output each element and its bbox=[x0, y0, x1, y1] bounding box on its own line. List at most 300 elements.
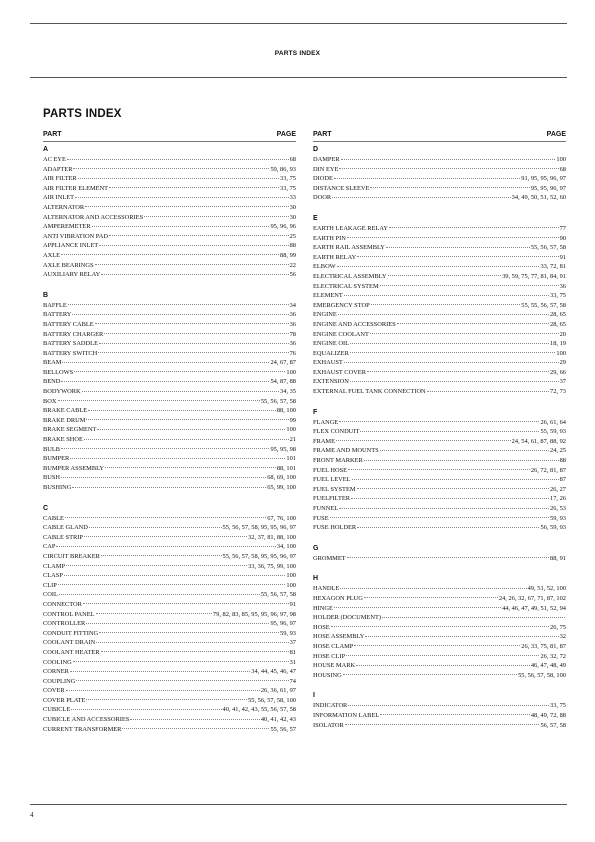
part-name: ALTERNATOR AND ACCESSORIES bbox=[43, 213, 144, 221]
dot-leader bbox=[70, 458, 285, 459]
dot-leader bbox=[82, 391, 279, 392]
index-entry bbox=[43, 387, 296, 397]
dot-leader bbox=[364, 597, 498, 598]
page-references: 55, 55, 56, 57, 58 bbox=[521, 301, 566, 309]
index-entry bbox=[43, 213, 296, 223]
dot-leader bbox=[98, 352, 288, 353]
page-references: 24, 54, 61, 87, 88, 92 bbox=[511, 437, 566, 445]
part-name: BATTERY SWITCH bbox=[43, 349, 98, 357]
index-entry bbox=[43, 629, 296, 639]
dot-leader bbox=[357, 527, 539, 528]
page-references: 55, 56, 57, 58, 95, 95, 96, 97 bbox=[222, 524, 296, 532]
page-references: 56 bbox=[289, 271, 296, 279]
part-name: COVER PLATE bbox=[43, 696, 86, 704]
part-name: CUBICLE bbox=[43, 706, 71, 714]
part-name: AXLE bbox=[43, 251, 61, 259]
part-name: CIRCUIT BREAKER bbox=[43, 552, 100, 560]
dot-leader bbox=[71, 709, 221, 710]
part-name: GROMMET bbox=[313, 554, 346, 562]
index-entry bbox=[313, 427, 566, 437]
page-references: 95, 96, 96 bbox=[270, 223, 296, 231]
part-name: BATTERY CHARGER bbox=[43, 330, 104, 338]
index-entry bbox=[43, 301, 296, 311]
dot-leader bbox=[397, 323, 549, 324]
index-entry bbox=[313, 437, 566, 447]
dot-leader bbox=[73, 168, 269, 169]
top-rule bbox=[30, 23, 567, 24]
page-references: 26, 75 bbox=[550, 623, 566, 631]
index-entry bbox=[43, 251, 296, 261]
part-name: BEND bbox=[43, 378, 61, 386]
part-name: INFORMATION LABEL bbox=[313, 711, 380, 719]
index-entry bbox=[313, 554, 566, 564]
dot-leader bbox=[99, 245, 288, 246]
part-name: COOLANT HEATER bbox=[43, 648, 100, 656]
part-name: BUMPER ASSEMBLY bbox=[43, 464, 104, 472]
part-name: CONTROLLER bbox=[43, 620, 86, 628]
part-name: CABLE GLAND bbox=[43, 524, 88, 532]
page-references: 28, 65 bbox=[550, 311, 566, 319]
dot-leader bbox=[340, 588, 526, 589]
part-name: CONTROL PANEL bbox=[43, 610, 95, 618]
page-references: 21 bbox=[289, 436, 296, 444]
dot-leader bbox=[386, 247, 530, 248]
index-entry bbox=[313, 584, 566, 594]
dot-leader bbox=[354, 645, 520, 646]
page-references: 81 bbox=[289, 648, 296, 656]
page-references: 100 bbox=[556, 156, 566, 163]
dot-leader bbox=[345, 724, 540, 725]
page-references: 59, 93 bbox=[280, 629, 296, 637]
page-references: 59, 86, 93 bbox=[270, 165, 296, 173]
part-name: BUSHING bbox=[43, 484, 72, 491]
part-name: BATTERY bbox=[43, 311, 72, 319]
index-group-i bbox=[313, 691, 566, 730]
dot-leader bbox=[341, 159, 556, 160]
part-name: FUEL LEVEL bbox=[313, 476, 351, 484]
index-entry bbox=[43, 165, 296, 175]
part-name: BRAKE SEGMENT bbox=[43, 426, 97, 434]
page-references: 68 bbox=[559, 165, 566, 173]
page-references: 67, 76, 100 bbox=[267, 514, 296, 522]
page-references: 33, 72, 81 bbox=[540, 263, 566, 271]
index-entry bbox=[313, 301, 566, 311]
page-references: 88 bbox=[559, 457, 566, 465]
dot-leader bbox=[350, 381, 559, 382]
part-name: EMERGENCY STOP bbox=[313, 301, 370, 309]
index-entry bbox=[43, 590, 296, 600]
dot-leader bbox=[99, 632, 279, 633]
part-name: ELBOW bbox=[313, 263, 336, 271]
part-name: HEXAGON PLUG bbox=[313, 594, 363, 602]
dot-leader bbox=[61, 477, 266, 478]
part-name: CORNER bbox=[43, 668, 69, 676]
page-references: 46, 47, 48, 49 bbox=[530, 662, 566, 670]
page-references: 18, 19 bbox=[550, 340, 566, 348]
dot-leader bbox=[352, 479, 559, 480]
page-number: 4 bbox=[30, 811, 34, 819]
page-references: 24, 25 bbox=[550, 447, 566, 455]
page-references: 26, 33, 75, 81, 87 bbox=[521, 642, 566, 650]
index-entry bbox=[43, 203, 296, 213]
dot-leader bbox=[99, 343, 289, 344]
page-references: 36 bbox=[559, 282, 566, 290]
part-name: AIR FILTER ELEMENT bbox=[43, 184, 109, 192]
dot-leader bbox=[389, 227, 559, 228]
column-header bbox=[43, 130, 296, 142]
index-entry bbox=[43, 696, 296, 706]
part-column-label: PART bbox=[313, 131, 332, 138]
index-entry bbox=[43, 658, 296, 668]
index-entry bbox=[43, 406, 296, 416]
page-references: 99 bbox=[289, 416, 296, 424]
part-name: BODYWORK bbox=[43, 388, 81, 396]
section-letter: A bbox=[43, 146, 49, 153]
dot-leader bbox=[357, 488, 549, 489]
part-name: BUSH bbox=[43, 474, 61, 482]
part-name: ENGINE COOLANT bbox=[313, 330, 369, 338]
part-name: BRAKE SHOE bbox=[43, 436, 83, 444]
dot-leader bbox=[339, 421, 539, 422]
part-name: ELEMENT bbox=[313, 292, 343, 300]
index-entry bbox=[43, 562, 296, 572]
part-name: AXLE BEARINGS bbox=[43, 261, 94, 269]
index-entry bbox=[43, 619, 296, 629]
index-entry bbox=[313, 494, 566, 504]
page-references: 34, 44, 45, 46, 47 bbox=[251, 668, 296, 676]
page-references: 22 bbox=[289, 261, 296, 269]
dot-leader bbox=[84, 536, 247, 537]
index-group-g bbox=[313, 544, 566, 564]
index-entry bbox=[43, 174, 296, 184]
dot-leader bbox=[58, 584, 286, 585]
part-name: AMPEREMETER bbox=[43, 223, 91, 231]
part-name: AIR FILTER bbox=[43, 175, 77, 183]
part-name: ENGINE bbox=[313, 311, 337, 319]
page-references: 76 bbox=[289, 349, 296, 357]
part-name: BEAM bbox=[43, 359, 62, 367]
page-references: 26, 36, 61, 97 bbox=[260, 687, 296, 695]
page-references: 87 bbox=[559, 476, 566, 484]
page-references: 34, 100 bbox=[276, 543, 296, 551]
page-references: 34, 49, 50, 51, 52, 60 bbox=[511, 194, 566, 202]
page-references: 55, 56, 57, 58, 95, 95, 96, 97 bbox=[222, 552, 296, 560]
dot-leader bbox=[72, 314, 288, 315]
index-entry bbox=[43, 397, 296, 407]
part-name: EARTH RAIL ASSEMBLY bbox=[313, 244, 385, 252]
dot-leader bbox=[337, 266, 540, 267]
page-references: 65, 99, 100 bbox=[267, 484, 296, 491]
page-references: 95, 95, 98 bbox=[270, 445, 296, 453]
index-entry bbox=[313, 165, 566, 175]
page-references: 55, 59, 93 bbox=[540, 428, 566, 436]
part-name: EXTENSION bbox=[313, 378, 349, 386]
part-name: BAFFLE bbox=[43, 301, 67, 309]
part-name: HANDLE bbox=[313, 585, 340, 593]
dot-leader bbox=[70, 671, 250, 672]
page-references: 20 bbox=[559, 330, 566, 338]
dot-leader bbox=[364, 460, 559, 461]
part-name: FRAME AND MOUNTS bbox=[313, 447, 379, 455]
dot-leader bbox=[350, 343, 549, 344]
section-letter: C bbox=[43, 504, 49, 512]
dot-leader bbox=[78, 178, 279, 179]
part-name: ENGINE AND ACCESSORIES bbox=[313, 320, 396, 328]
page-references: 33, 75 bbox=[280, 175, 296, 183]
page-references: 26, 53 bbox=[550, 505, 566, 512]
dot-leader bbox=[427, 391, 549, 392]
dot-leader bbox=[59, 594, 260, 595]
page-references: 91 bbox=[559, 253, 566, 261]
dot-leader bbox=[104, 333, 288, 334]
part-name: EXTERNAL FUEL TANK CONNECTION bbox=[313, 388, 426, 396]
index-entry bbox=[313, 721, 566, 731]
index-entry bbox=[313, 234, 566, 244]
dot-leader bbox=[84, 439, 289, 440]
section-letter: H bbox=[313, 575, 319, 583]
index-entry bbox=[43, 184, 296, 194]
dot-leader bbox=[338, 314, 549, 315]
index-entry bbox=[43, 377, 296, 387]
page-references: 30 bbox=[289, 203, 296, 211]
dot-leader bbox=[356, 665, 530, 666]
part-name: CUBICLE AND ACCESSORIES bbox=[43, 716, 130, 724]
page-references: 26, 72, 81, 87 bbox=[530, 466, 566, 474]
part-name: CABLE bbox=[43, 514, 64, 522]
dot-leader bbox=[347, 557, 549, 558]
dot-leader bbox=[347, 237, 559, 238]
index-entry bbox=[313, 368, 566, 378]
index-entry bbox=[43, 667, 296, 677]
dot-leader bbox=[85, 206, 288, 207]
part-name: FLANGE bbox=[313, 418, 339, 426]
part-name: EARTH PIN bbox=[313, 234, 346, 242]
index-entry bbox=[313, 358, 566, 368]
dot-leader bbox=[351, 498, 549, 499]
page-references: 48, 49, 72, 88 bbox=[530, 711, 566, 719]
dot-leader bbox=[334, 607, 501, 608]
page-references: 55, 56, 57, 58 bbox=[260, 591, 296, 599]
part-name: EARTH RELAY bbox=[313, 253, 357, 261]
part-name: FUNNEL bbox=[313, 505, 339, 512]
index-entry bbox=[313, 623, 566, 633]
part-name: CLIP bbox=[43, 581, 57, 589]
index-entry bbox=[313, 466, 566, 476]
section-letter: B bbox=[43, 291, 49, 299]
index-entry bbox=[313, 456, 566, 466]
page-references: 55, 56, 57, 58 bbox=[260, 397, 296, 405]
dot-leader bbox=[76, 680, 288, 681]
dot-leader bbox=[72, 487, 266, 488]
index-entry bbox=[313, 661, 566, 671]
index-group-c bbox=[43, 504, 296, 735]
part-name: ISOLATOR bbox=[313, 721, 344, 729]
page-references: 79, 82, 83, 85, 95, 95, 96, 97, 98 bbox=[212, 610, 296, 618]
dot-leader bbox=[67, 159, 289, 160]
dot-leader bbox=[92, 226, 270, 227]
page-references: 32, 37, 81, 88, 100 bbox=[248, 533, 296, 541]
part-name: EXHAUST COVER bbox=[313, 368, 366, 376]
index-entry bbox=[43, 349, 296, 359]
dot-leader bbox=[332, 197, 511, 198]
part-name: INDICATOR bbox=[313, 702, 348, 710]
index-entry bbox=[43, 155, 296, 165]
index-group-b bbox=[43, 291, 296, 493]
dot-leader bbox=[370, 333, 559, 334]
part-name: FUELFILTER bbox=[313, 495, 351, 503]
dot-leader bbox=[65, 517, 266, 518]
part-name: BOX bbox=[43, 397, 57, 405]
dot-leader bbox=[346, 655, 539, 656]
dot-leader bbox=[95, 264, 289, 265]
part-name: HOUSING bbox=[313, 671, 342, 679]
dot-leader bbox=[68, 304, 289, 305]
part-name: CLAMP bbox=[43, 562, 66, 570]
page-references: 95, 96, 97 bbox=[270, 620, 296, 628]
dot-leader bbox=[97, 429, 285, 430]
page-references: 34, 35 bbox=[280, 388, 296, 396]
part-name: DISTANCE SLEEVE bbox=[313, 184, 370, 192]
page-references: 30 bbox=[289, 213, 296, 221]
page-references: 32 bbox=[559, 633, 566, 641]
part-name: FUEL SYSTEM bbox=[313, 485, 356, 493]
index-entry bbox=[43, 445, 296, 455]
page-references: 54, 87, 88 bbox=[270, 378, 296, 386]
part-name: ELECTRICAL ASSEMBLY bbox=[313, 272, 387, 280]
index-entry bbox=[43, 523, 296, 533]
page-references: 55, 56, 57 bbox=[270, 725, 296, 733]
dot-leader bbox=[330, 517, 549, 518]
index-entry bbox=[313, 155, 566, 165]
part-name: FUSE bbox=[313, 514, 329, 522]
part-name: ANTI VIBRATION PAD bbox=[43, 232, 108, 240]
part-name: ADAPTER bbox=[43, 165, 73, 173]
index-entry bbox=[43, 358, 296, 368]
index-entry bbox=[43, 600, 296, 610]
dot-leader bbox=[58, 400, 260, 401]
page-references: 100 bbox=[286, 581, 296, 589]
part-name: FRAME bbox=[313, 437, 336, 445]
part-name: FUEL HOSE bbox=[313, 466, 348, 474]
index-entry bbox=[313, 224, 566, 234]
part-name: COIL bbox=[43, 591, 58, 599]
dot-leader bbox=[382, 617, 565, 618]
index-entry bbox=[313, 632, 566, 642]
left-column bbox=[43, 130, 296, 734]
index-entry bbox=[313, 485, 566, 495]
dot-leader bbox=[66, 565, 247, 566]
index-entry bbox=[313, 339, 566, 349]
dot-leader bbox=[101, 555, 222, 556]
index-entry bbox=[43, 222, 296, 232]
index-entry bbox=[43, 638, 296, 648]
page-references: 90 bbox=[559, 234, 566, 242]
page-references: 100 bbox=[286, 426, 296, 434]
page-references: 77 bbox=[559, 224, 566, 232]
left-index-groups bbox=[43, 145, 296, 734]
dot-leader bbox=[348, 705, 549, 706]
dot-leader bbox=[331, 626, 549, 627]
page-references: 88, 100 bbox=[276, 407, 296, 415]
index-entry bbox=[43, 416, 296, 426]
index-entry bbox=[313, 711, 566, 721]
part-name: HOLDER (DOCUMENT) bbox=[313, 614, 381, 622]
part-name: EXHAUST bbox=[313, 359, 343, 367]
part-name: BELLOWS bbox=[43, 368, 74, 376]
part-name: FUSE HOLDER bbox=[313, 524, 357, 532]
page-references: 29, 66 bbox=[550, 368, 566, 376]
page-references: 72, 73 bbox=[550, 388, 566, 396]
index-entry bbox=[43, 648, 296, 658]
page-references: 24, 67, 87 bbox=[270, 359, 296, 367]
part-name: CAP bbox=[43, 543, 56, 551]
index-entry bbox=[313, 349, 566, 359]
part-name: HOSE bbox=[313, 623, 330, 631]
index-entry bbox=[43, 232, 296, 242]
dot-leader bbox=[56, 546, 275, 547]
page-references: 26, 32, 72 bbox=[540, 652, 566, 660]
index-entry bbox=[313, 272, 566, 282]
index-group-d bbox=[313, 145, 566, 203]
part-name: APPLIANCE INLET bbox=[43, 242, 99, 250]
part-name: ENGINE OIL bbox=[313, 340, 350, 348]
dot-leader bbox=[339, 168, 558, 169]
index-entry bbox=[313, 604, 566, 614]
index-entry bbox=[43, 571, 296, 581]
dot-leader bbox=[96, 642, 288, 643]
page-references: 33, 75 bbox=[550, 292, 566, 300]
index-entry bbox=[313, 291, 566, 301]
index-entry bbox=[313, 387, 566, 397]
index-entry bbox=[43, 677, 296, 687]
part-name: HINGE bbox=[313, 604, 333, 612]
section-letter: F bbox=[313, 408, 318, 416]
index-entry bbox=[43, 715, 296, 725]
index-entry bbox=[43, 705, 296, 715]
dot-leader bbox=[73, 661, 289, 662]
index-entry bbox=[43, 514, 296, 524]
page-references: 91 bbox=[289, 600, 296, 608]
page-references: 25 bbox=[289, 232, 296, 240]
dot-leader bbox=[109, 187, 279, 188]
index-entry bbox=[43, 425, 296, 435]
dot-leader bbox=[344, 362, 559, 363]
dot-leader bbox=[64, 575, 286, 576]
dot-leader bbox=[371, 304, 521, 305]
dot-leader bbox=[339, 508, 549, 509]
index-entry bbox=[313, 282, 566, 292]
index-entry bbox=[43, 193, 296, 203]
part-name: DOOR bbox=[313, 194, 332, 202]
page-references: 59, 93 bbox=[550, 514, 566, 522]
part-name: CONDUIT FITTING bbox=[43, 629, 99, 637]
index-entry bbox=[313, 613, 566, 623]
dot-leader bbox=[380, 285, 559, 286]
page-references: 17, 26 bbox=[550, 495, 566, 503]
dot-leader bbox=[86, 623, 269, 624]
index-entry bbox=[313, 594, 566, 604]
footer-rule bbox=[30, 804, 567, 805]
page-references: 33, 36, 75, 99, 100 bbox=[248, 562, 296, 570]
page-references: 101 bbox=[286, 455, 296, 463]
part-name: EARTH LEAKAGE RELAY bbox=[313, 224, 388, 232]
part-name: CABLE STRIP bbox=[43, 533, 83, 541]
section-letter: E bbox=[313, 214, 318, 222]
dot-leader bbox=[109, 235, 289, 236]
part-name: BRAKE DRUM bbox=[43, 416, 86, 424]
page-references: 26, 61, 64 bbox=[540, 418, 566, 426]
page-references: 24, 26, 32, 67, 71, 87, 102 bbox=[498, 594, 566, 602]
